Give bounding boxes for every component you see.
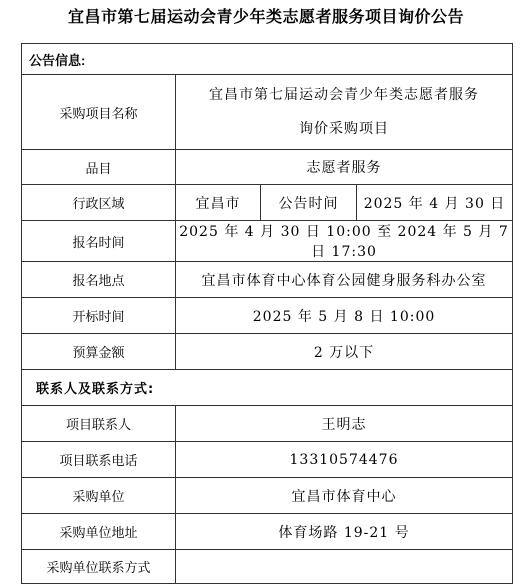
registration-place-value: 宜昌市体育中心体育公园健身服务科办公室 xyxy=(176,262,513,298)
row-item xyxy=(22,150,513,185)
region-value: 宜昌市 xyxy=(176,185,261,221)
purchaser-contact-label: 采购单位联系方式 xyxy=(22,550,176,584)
registration-place-label: 报名地点 xyxy=(22,262,176,298)
row-project-name xyxy=(22,75,513,150)
contact-phone-value: 13310574476 xyxy=(176,442,513,478)
item-value: 志愿者服务 xyxy=(176,150,513,185)
section-row-contact xyxy=(22,370,513,406)
project-name-label: 采购项目名称 xyxy=(22,75,176,150)
budget-value: 2 万以下 xyxy=(176,334,513,370)
page-title: 宜昌市第七届运动会青少年类志愿者服务项目询价公告 xyxy=(67,7,464,26)
contact-phone-label: 项目联系电话 xyxy=(22,442,176,478)
section-header-announcement: 公告信息: xyxy=(22,44,513,75)
bid-opening-value: 2025 年 5 月 8 日 10:00 xyxy=(176,298,513,334)
project-name-value xyxy=(176,75,513,150)
section-row-announcement xyxy=(22,44,513,75)
project-name-line1: 宜昌市第七届运动会青少年类志愿者服务 xyxy=(209,87,480,103)
row-bid-opening xyxy=(22,298,513,334)
purchaser-label: 采购单位 xyxy=(22,478,176,514)
contact-person-label: 项目联系人 xyxy=(22,406,176,442)
row-region xyxy=(22,185,513,221)
row-contact-person xyxy=(22,406,513,442)
row-budget xyxy=(22,334,513,370)
announce-time-value: 2025 年 4 月 30 日 xyxy=(357,185,513,221)
bid-opening-label: 开标时间 xyxy=(22,298,176,334)
row-contact-phone xyxy=(22,442,513,478)
item-label: 品目 xyxy=(22,150,176,185)
row-registration-place xyxy=(22,262,513,298)
section-header-contact: 联系人及联系方式: xyxy=(22,370,513,406)
project-name-line2: 询价采购项目 xyxy=(299,121,390,137)
registration-time-value: 2025 年 4 月 30 日 10:00 至 2024 年 5 月 7 日 17:30 xyxy=(176,221,513,262)
budget-label: 预算金额 xyxy=(22,334,176,370)
region-label: 行政区域 xyxy=(22,185,176,221)
row-purchaser-contact xyxy=(22,550,513,584)
row-purchaser xyxy=(22,478,513,514)
contact-person-value: 王明志 xyxy=(176,406,513,442)
purchaser-contact-value xyxy=(176,550,513,584)
row-purchaser-address xyxy=(22,514,513,550)
row-registration-time xyxy=(22,221,513,262)
purchaser-address-label: 采购单位地址 xyxy=(22,514,176,550)
registration-time-label: 报名时间 xyxy=(22,221,176,262)
purchaser-value: 宜昌市体育中心 xyxy=(176,478,513,514)
announce-time-label: 公告时间 xyxy=(261,185,357,221)
purchaser-address-value: 体育场路 19-21 号 xyxy=(176,514,513,550)
announcement-table xyxy=(21,43,513,584)
